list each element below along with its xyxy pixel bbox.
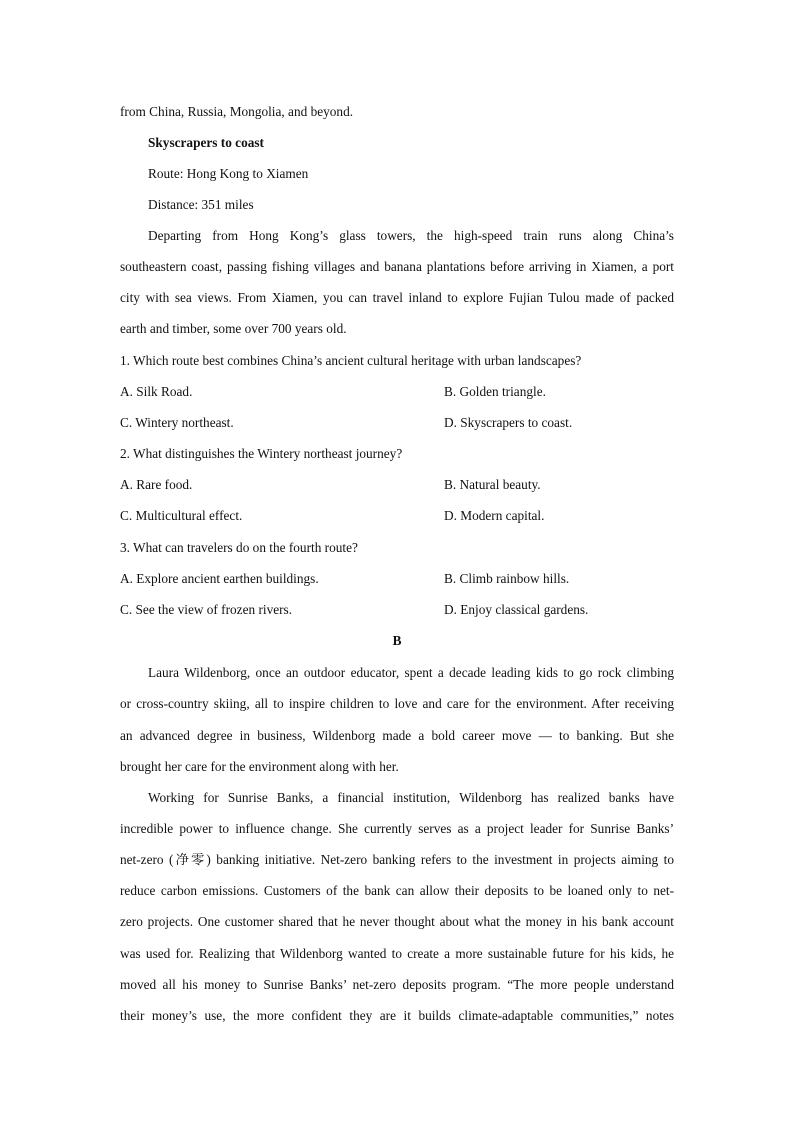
route-title: Skyscrapers to coast [148, 135, 264, 150]
distance-line: Distance: 351 miles [148, 197, 254, 212]
passage-text-line: brought her care for the environment along with her. [120, 759, 399, 774]
passage-text-line: from China, Russia, Mongolia, and beyond. [120, 104, 354, 119]
passage-text-line: incredible power to influence change. She currently serves as a project leader for Sunrise Banks’ [120, 821, 674, 836]
passage-text-line: net-zero (净零) banking initiative. Net-zero banking refers to the investment in projects aiming to [120, 852, 674, 867]
passage-text-line: earth and timber, some over 700 years old. [120, 321, 347, 336]
question-stem: 1. Which route best combines China’s ancient cultural heritage with urban landscapes? [120, 353, 582, 368]
passage-text-line: an advanced degree in business, Wildenborg made a bold career move — to banking. But she [120, 728, 674, 743]
passage-text-line: southeastern coast, passing fishing villages and banana plantations before arriving in Xiamen, a port [120, 259, 674, 274]
passage-text-line: city with sea views. From Xiamen, you can travel inland to explore Fujian Tulou made of packed [120, 290, 674, 305]
passage-text-line: was used for. Realizing that Wildenborg wanted to create a more sustainable future for his kids, he [120, 946, 674, 961]
passage-text-line: Departing from Hong Kong’s glass towers, the high-speed train runs along China’s [148, 228, 674, 243]
answer-option: B. Golden triangle. [444, 384, 546, 399]
answer-option: B. Climb rainbow hills. [444, 571, 570, 586]
passage-text-line: or cross-country skiing, all to inspire children to love and care for the environment. After receiving [120, 696, 674, 711]
passage-text-line: their money’s use, the more confident they are it builds climate-adaptable communities,” notes [120, 1008, 674, 1023]
answer-option: D. Modern capital. [444, 508, 545, 523]
question-stem: 2. What distinguishes the Wintery northeast journey? [120, 446, 403, 461]
answer-option: B. Natural beauty. [444, 477, 541, 492]
passage-text-line: Laura Wildenborg, once an outdoor educator, spent a decade leading kids to go rock climbing [148, 665, 674, 680]
passage-text-line: reduce carbon emissions. Customers of the bank can allow their deposits to be loaned only to net- [120, 883, 674, 898]
answer-option: A. Rare food. [120, 477, 193, 492]
section-heading: B [392, 633, 402, 648]
passage-text-line: zero projects. One customer shared that he never thought about what the money in his bank account [120, 914, 674, 929]
answer-option: A. Silk Road. [120, 384, 193, 399]
route-line: Route: Hong Kong to Xiamen [148, 166, 309, 181]
answer-option: A. Explore ancient earthen buildings. [120, 571, 319, 586]
passage-text-line: Working for Sunrise Banks, a financial institution, Wildenborg has realized banks have [148, 790, 674, 805]
passage-text-line: moved all his money to Sunrise Banks’ net-zero deposits program. “The more people understand [120, 977, 674, 992]
answer-option: D. Enjoy classical gardens. [444, 602, 589, 617]
answer-option: C. Wintery northeast. [120, 415, 234, 430]
answer-option: C. See the view of frozen rivers. [120, 602, 293, 617]
question-stem: 3. What can travelers do on the fourth route? [120, 540, 358, 555]
answer-option: D. Skyscrapers to coast. [444, 415, 573, 430]
answer-option: C. Multicultural effect. [120, 508, 243, 523]
